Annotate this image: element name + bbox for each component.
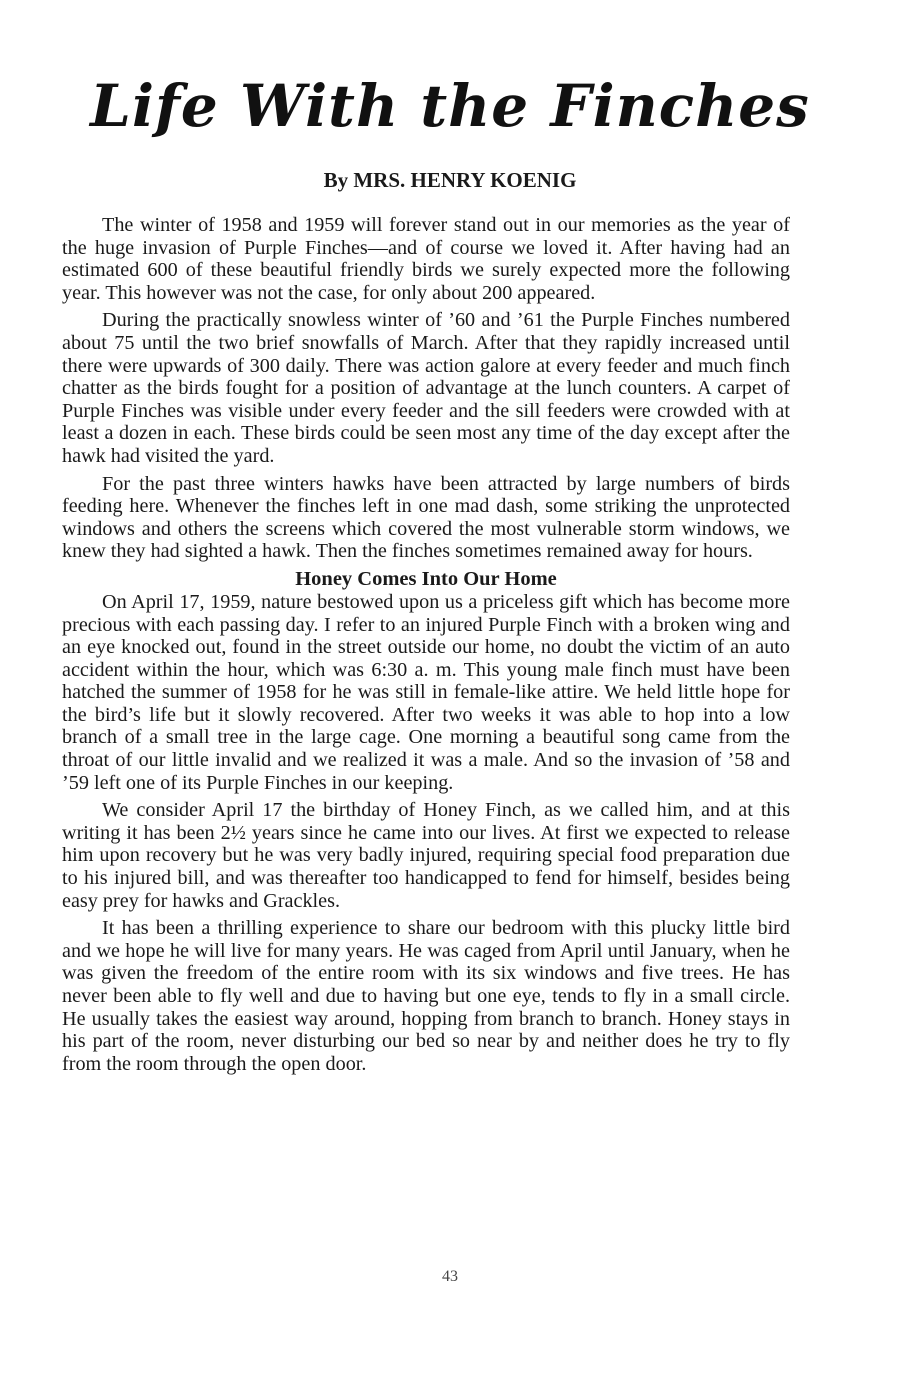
paragraph: During the practically snowless winter of ’60 and ’61 the Purple Finches numbered about 75 until the two brief snowfalls of March. After that they rapidly increased until there were upwards of 300 daily. There was action galore at every feeder and much finch chatter as the birds fought for a position of advantage at the lunch counters. A carpet of Purple Finches was visible under every feeder and the sill feeders were crowded with at least a dozen in each. These birds could be seen most any time of the day except after the hawk had visited the yard. [62, 309, 790, 467]
article-body [62, 214, 790, 1080]
paragraph: We consider April 17 the birthday of Honey Finch, as we called him, and at this writing it has been 2½ years since he came into our lives. At first we expected to release him upon recovery but he was very badly injured, requiring special food preparation due to his injured bill, and was thereafter too handicapped to fend for himself, besides being easy prey for hawks and Grackles. [62, 799, 790, 912]
byline: By MRS. HENRY KOENIG [323, 168, 577, 192]
paragraph: For the past three winters hawks have been attracted by large numbers of birds feeding here. Whenever the finches left in one mad dash, some striking the unprotected windows and others the screens which covered the most vulnerable storm windows, we knew they had sighted a hawk. Then the finches sometimes remained away for hours. [62, 472, 790, 563]
page-number: 43 [442, 1268, 458, 1285]
paragraph: The winter of 1958 and 1959 will forever stand out in our memories as the year of the huge invasion of Purple Finches—and of course we loved it. After having had an estimated 600 of these beautiful friendly birds we surely expected more the following year. This however was not the case, for only about 200 appeared. [62, 214, 790, 304]
paragraph: It has been a thrilling experience to share our bedroom with this plucky little bird and we hope he will live for many years. He was caged from April until January, when he was given the freedom of the entire room with its six windows and five trees. He has never been able to fly well and due to having but one eye, tends to fly in a small circle. He usually takes the easiest way around, hopping from branch to branch. Honey stays in his part of the room, never disturbing our bed so near by and neither does he try to fly from the room through the open door. [62, 917, 790, 1075]
section-heading: Honey Comes Into Our Home [295, 567, 557, 590]
paragraph: On April 17, 1959, nature bestowed upon us a priceless gift which has become more precious with each passing day. I refer to an injured Purple Finch with a broken wing and an eye knocked out, found in the street outside our home, no doubt the victim of an auto accident within the hour, which was 6:30 a. m. This young male finch must have been hatched the summer of 1958 for he was still in female-like attire. We held little hope for the bird’s life but it slowly recovered. After two weeks it was able to hop into a low branch of a small tree in the large cage. One morning a beautiful song came from the throat of our little invalid and we realized it was a male. And so the invasion of ’58 and ’59 left one of its Purple Finches in our keeping. [62, 590, 790, 794]
article-title: Life With the Finches [90, 72, 810, 140]
